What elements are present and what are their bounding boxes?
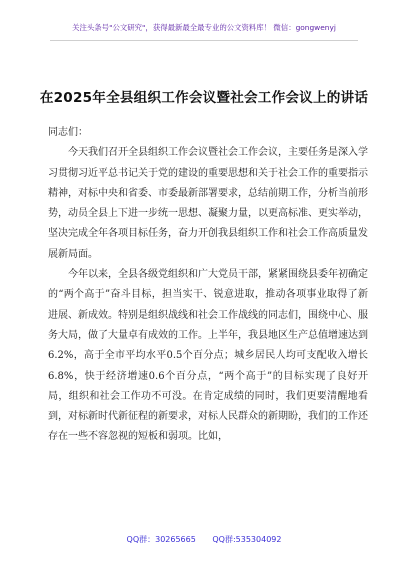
paragraph-1: 今天我们召开全县组织工作会议暨社会工作会议，主要任务是深入学习贯彻习近平总书记关于党的建设的重要思想和关于社会工作的重要指示精神，对标中央和省委、市委最新部署要求，总结前期工作，分析当前形势，动员全县上下进一步统一思想、凝聚力量，以更高标准、更实举动，坚决完成全年各项目标任务，奋力开创我县组织工作和社会工作高质量发展新局面。 <box>48 147 368 260</box>
footer-qq-group-2: QQ群:535304092 <box>212 535 282 544</box>
footer-qq-group-1: QQ群：30265665 <box>126 535 196 544</box>
salutation: 同志们： <box>48 127 88 138</box>
paragraph-2: 今年以来，全县各级党组织和广大党员干部，紧紧围绕县委年初确定的“两个高于”奋斗目标，担当实干、锐意进取，推动各项事业取得了新进展、新成效。特别是组织战线和社会工作战线的同志们，围绕中心、服务大局，做了大量卓有成效的工作。上半年，我县地区生产总值增速达到6.2%，高于全市平均水平0.5个百分点；城乡居民人均可支配收入增长6.8%，快于经济增速0.6个百分点，“两个高于”的目标实现了良好开局，组织和社会工作功不可没。在肯定成绩的同时，我们更要清醒地看到，对标新时代新征程的新要求，对标人民群众的新期盼，我们的工作还存在一些不容忽视的短板和弱项。比如， <box>48 269 368 443</box>
footer <box>0 534 408 545</box>
document-title: 在2025年全县组织工作会议暨社会工作会议上的讲话 <box>39 90 369 106</box>
header-divider <box>50 40 358 41</box>
document-body <box>48 120 368 448</box>
promo-header: 关注头条号"公文研究"，获得最新最全最专业的公文资料库！ 微信：gongwenyj <box>72 23 336 32</box>
